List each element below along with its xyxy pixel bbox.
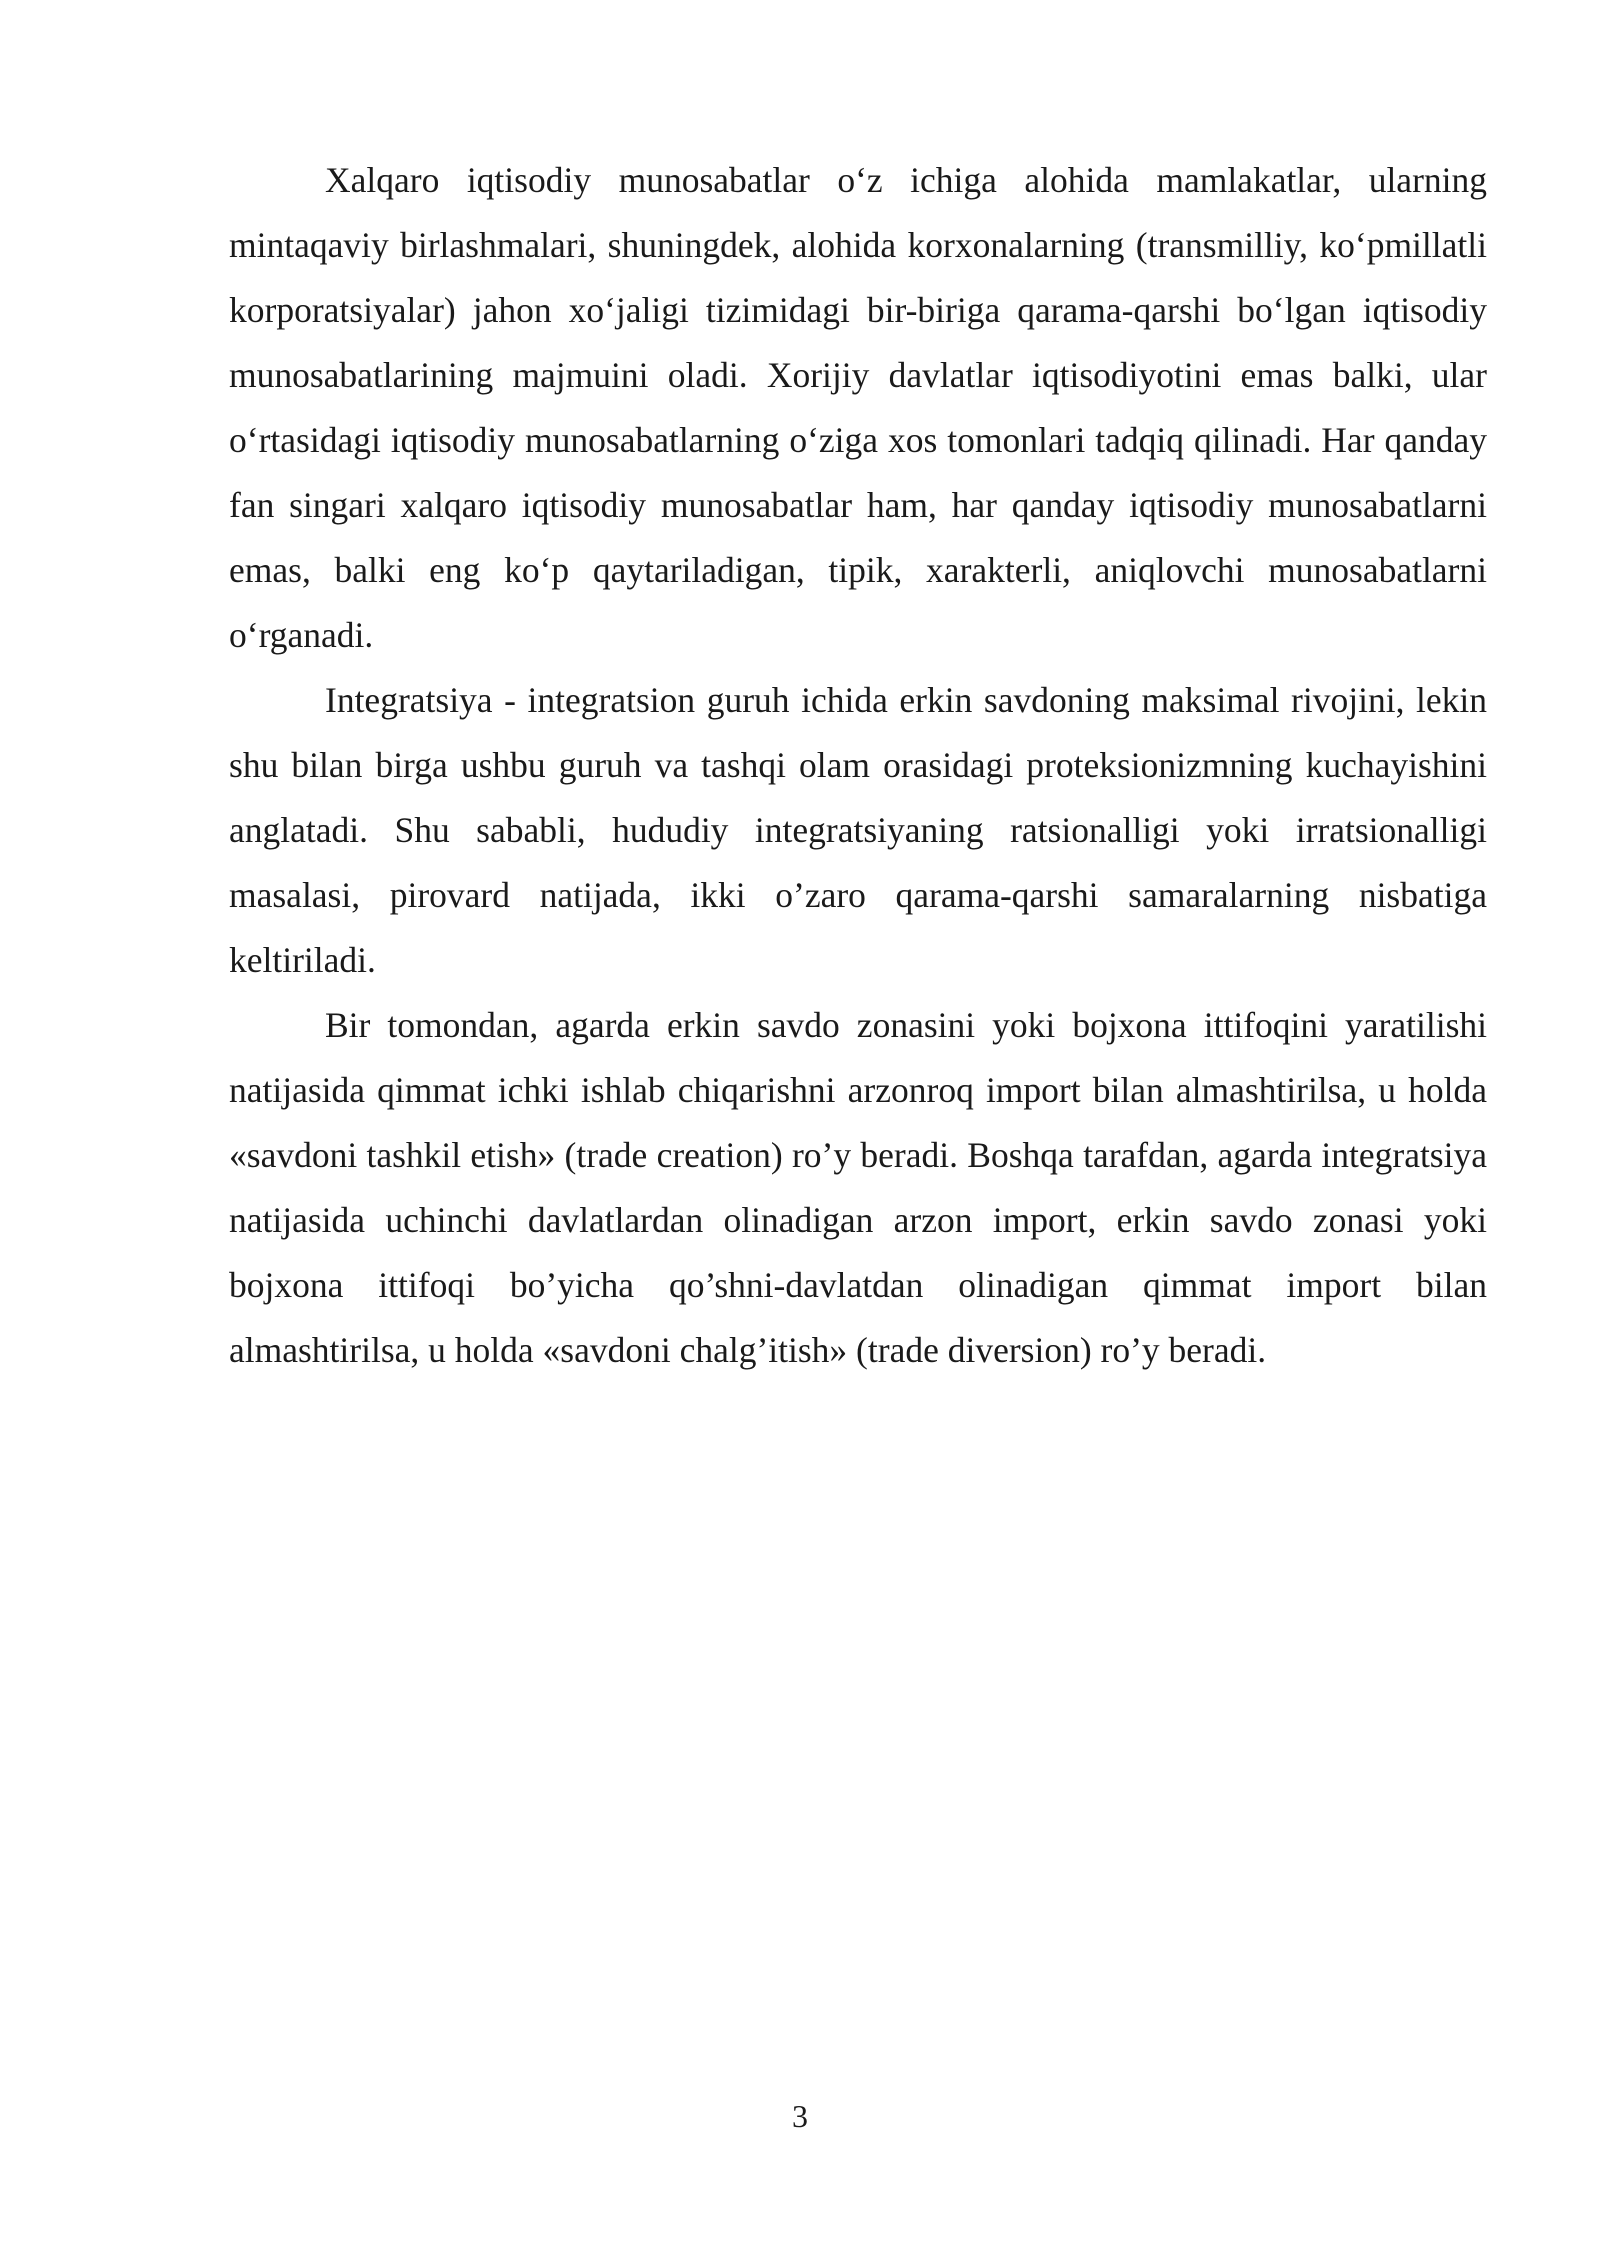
- body-text: [229, 148, 1487, 1383]
- paragraph: Bir tomondan, agarda erkin savdo zonasini yoki bojxona ittifoqini yaratilishi natijasida qimmat ichki ishlab chiqarishni arzonroq import bilan almashtirilsa, u holda «savdoni tashkil etish» (trade creation) ro’y beradi. Boshqa tarafdan, agarda integratsiya natijasida uchinchi davlatlardan olinadigan arzon import, erkin savdo zonasi yoki bojxona ittifoqi bo’yicha qo’shni-davlatdan olinadigan qimmat import bilan almashtirilsa, u holda «savdoni chalg’itish» (trade diversion) ro’y beradi.: [229, 1005, 1487, 1370]
- page-number: 3: [792, 2098, 808, 2134]
- paragraph: Integratsiya - integratsion guruh ichida erkin savdoning maksimal rivojini, lekin shu bilan birga ushbu guruh va tashqi olam orasidagi proteksionizmning kuchayishini anglatadi. Shu sababli, hududiy integratsiyaning ratsionalligi yoki irratsionalligi masalasi, pirovard natijada, ikki o’zaro qarama-qarshi samaralarning nisbatiga keltiriladi.: [229, 680, 1487, 980]
- paragraph: Xalqaro iqtisodiy munosabatlar o‘z ichiga alohida mamlakatlar, ularning mintaqaviy birlashmalari, shuningdek, alohida korxonalarning (transmilliy, ko‘pmillatli korporatsiyalar) jahon xo‘jaligi tizimidagi bir-biriga qarama-qarshi bo‘lgan iqtisodiy munosabatlarining majmuini oladi. Xorijiy davlatlar iqtisodiyotini emas balki, ular o‘rtasidagi iqtisodiy munosabatlarning o‘ziga xos tomonlari tadqiq qilinadi. Har qanday fan singari xalqaro iqtisodiy munosabatlar ham, har qanday iqtisodiy munosabatlarni emas, balki eng ko‘p qaytariladigan, tipik, xarakterli, aniqlovchi munosabatlarni o‘rganadi.: [229, 160, 1487, 655]
